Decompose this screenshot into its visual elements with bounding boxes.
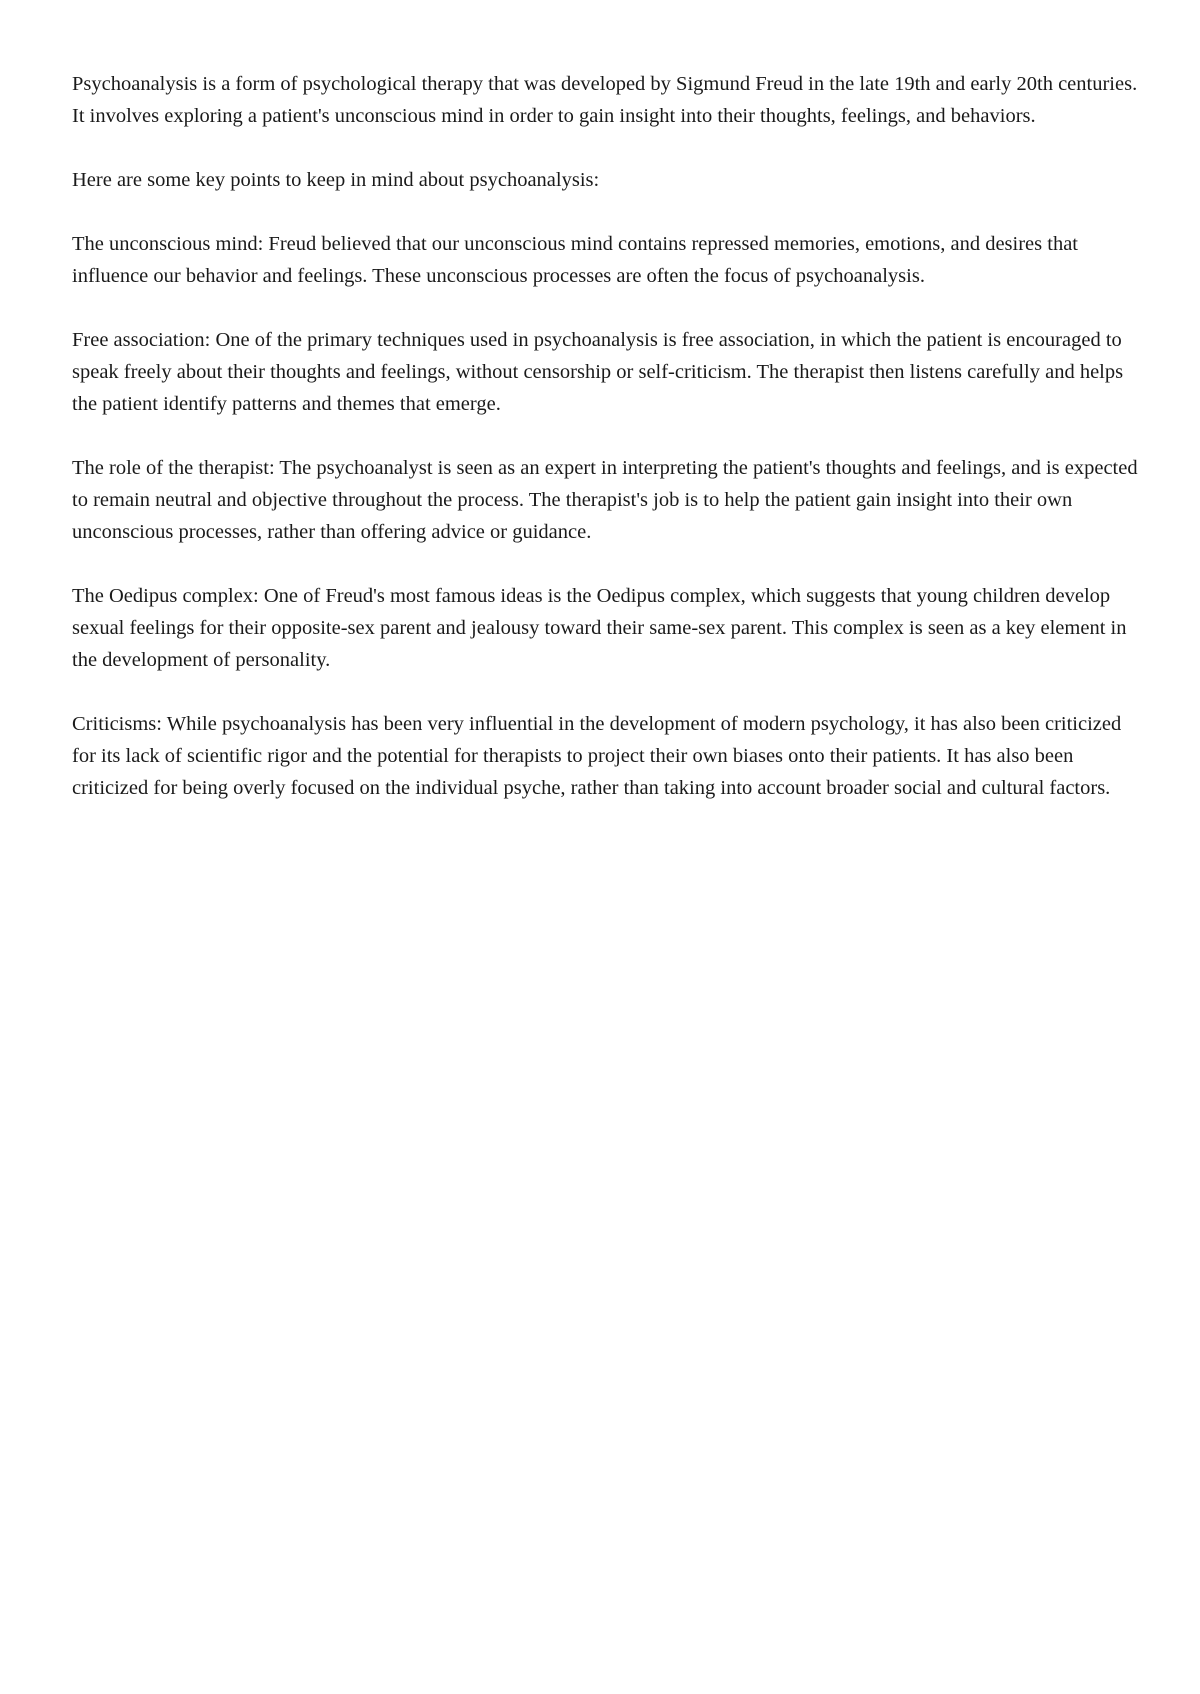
- intro-paragraph: Psychoanalysis is a form of psychological therapy that was developed by Sigmund Freud in the late 19th and early 20th centuries. It involves exploring a patient's unconscious mind in order to gain insight into their thoughts, feelings, and behaviors.: [72, 73, 1138, 127]
- oedipus-complex-paragraph: The Oedipus complex: One of Freud's most famous ideas is the Oedipus complex, which suggests that young children develop sexual feelings for their opposite-sex parent and jealousy toward their same-sex parent. This complex is seen as a key element in the development of personality.: [72, 585, 1127, 671]
- unconscious-mind-paragraph: The unconscious mind: Freud believed that our unconscious mind contains repressed memories, emotions, and desires that influence our behavior and feelings. These unconscious processes are often the focus of psychoanalysis.: [72, 233, 1078, 287]
- free-association-paragraph: Free association: One of the primary techniques used in psychoanalysis is free association, in which the patient is encouraged to speak freely about their thoughts and feelings, without censorship or self-criticism. The therapist then listens carefully and helps the patient identify patterns and themes that emerge.: [72, 329, 1124, 415]
- key-points-intro: Here are some key points to keep in mind about psychoanalysis:: [72, 169, 600, 191]
- role-of-therapist-paragraph: The role of the therapist: The psychoanalyst is seen as an expert in interpreting the patient's thoughts and feelings, and is expected to remain neutral and objective throughout the process. The therapist's job is to help the patient gain insight into their own unconscious processes, rather than offering advice or guidance.: [72, 457, 1138, 543]
- criticisms-paragraph: Criticisms: While psychoanalysis has been very influential in the development of modern psychology, it has also been criticized for its lack of scientific rigor and the potential for therapists to project their own biases onto their patients. It has also been criticized for being overly focused on the individual psyche, rather than taking into account broader social and cultural factors.: [72, 713, 1122, 799]
- document-body: [72, 68, 1144, 836]
